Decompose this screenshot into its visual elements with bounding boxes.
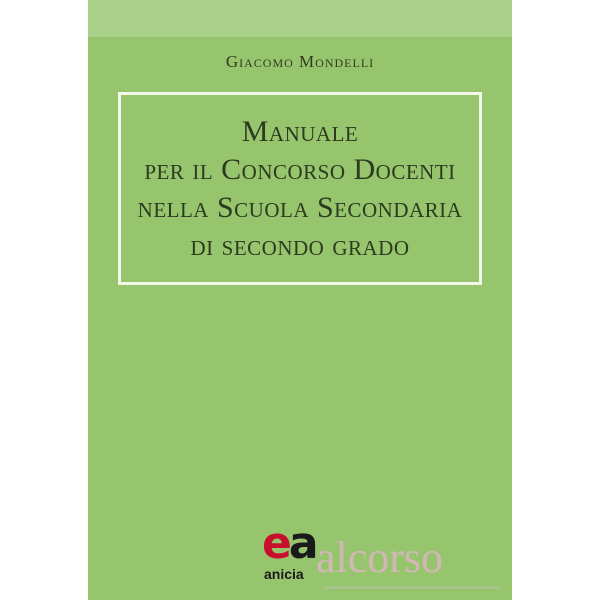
series-name: alcorso (316, 533, 444, 582)
publisher-branding (262, 518, 512, 592)
title-frame (118, 92, 482, 285)
publisher-logo (262, 518, 316, 590)
publisher-name: anicia (264, 566, 304, 582)
title-line: Manuale (241, 114, 359, 148)
logo-mark-e: e (262, 518, 289, 569)
ea-logo-icon (262, 518, 316, 569)
title-line: di secondo grado (190, 228, 410, 262)
book-title (138, 113, 463, 265)
author-name: Giacomo Mondelli (225, 52, 375, 71)
series-underline (324, 586, 500, 589)
title-line: per il Concorso Docenti (144, 152, 456, 186)
logo-mark-a: a (288, 518, 316, 569)
book-cover (88, 0, 512, 600)
cover-top-band (88, 0, 512, 37)
title-line: nella Scuola Secondaria (137, 190, 463, 224)
